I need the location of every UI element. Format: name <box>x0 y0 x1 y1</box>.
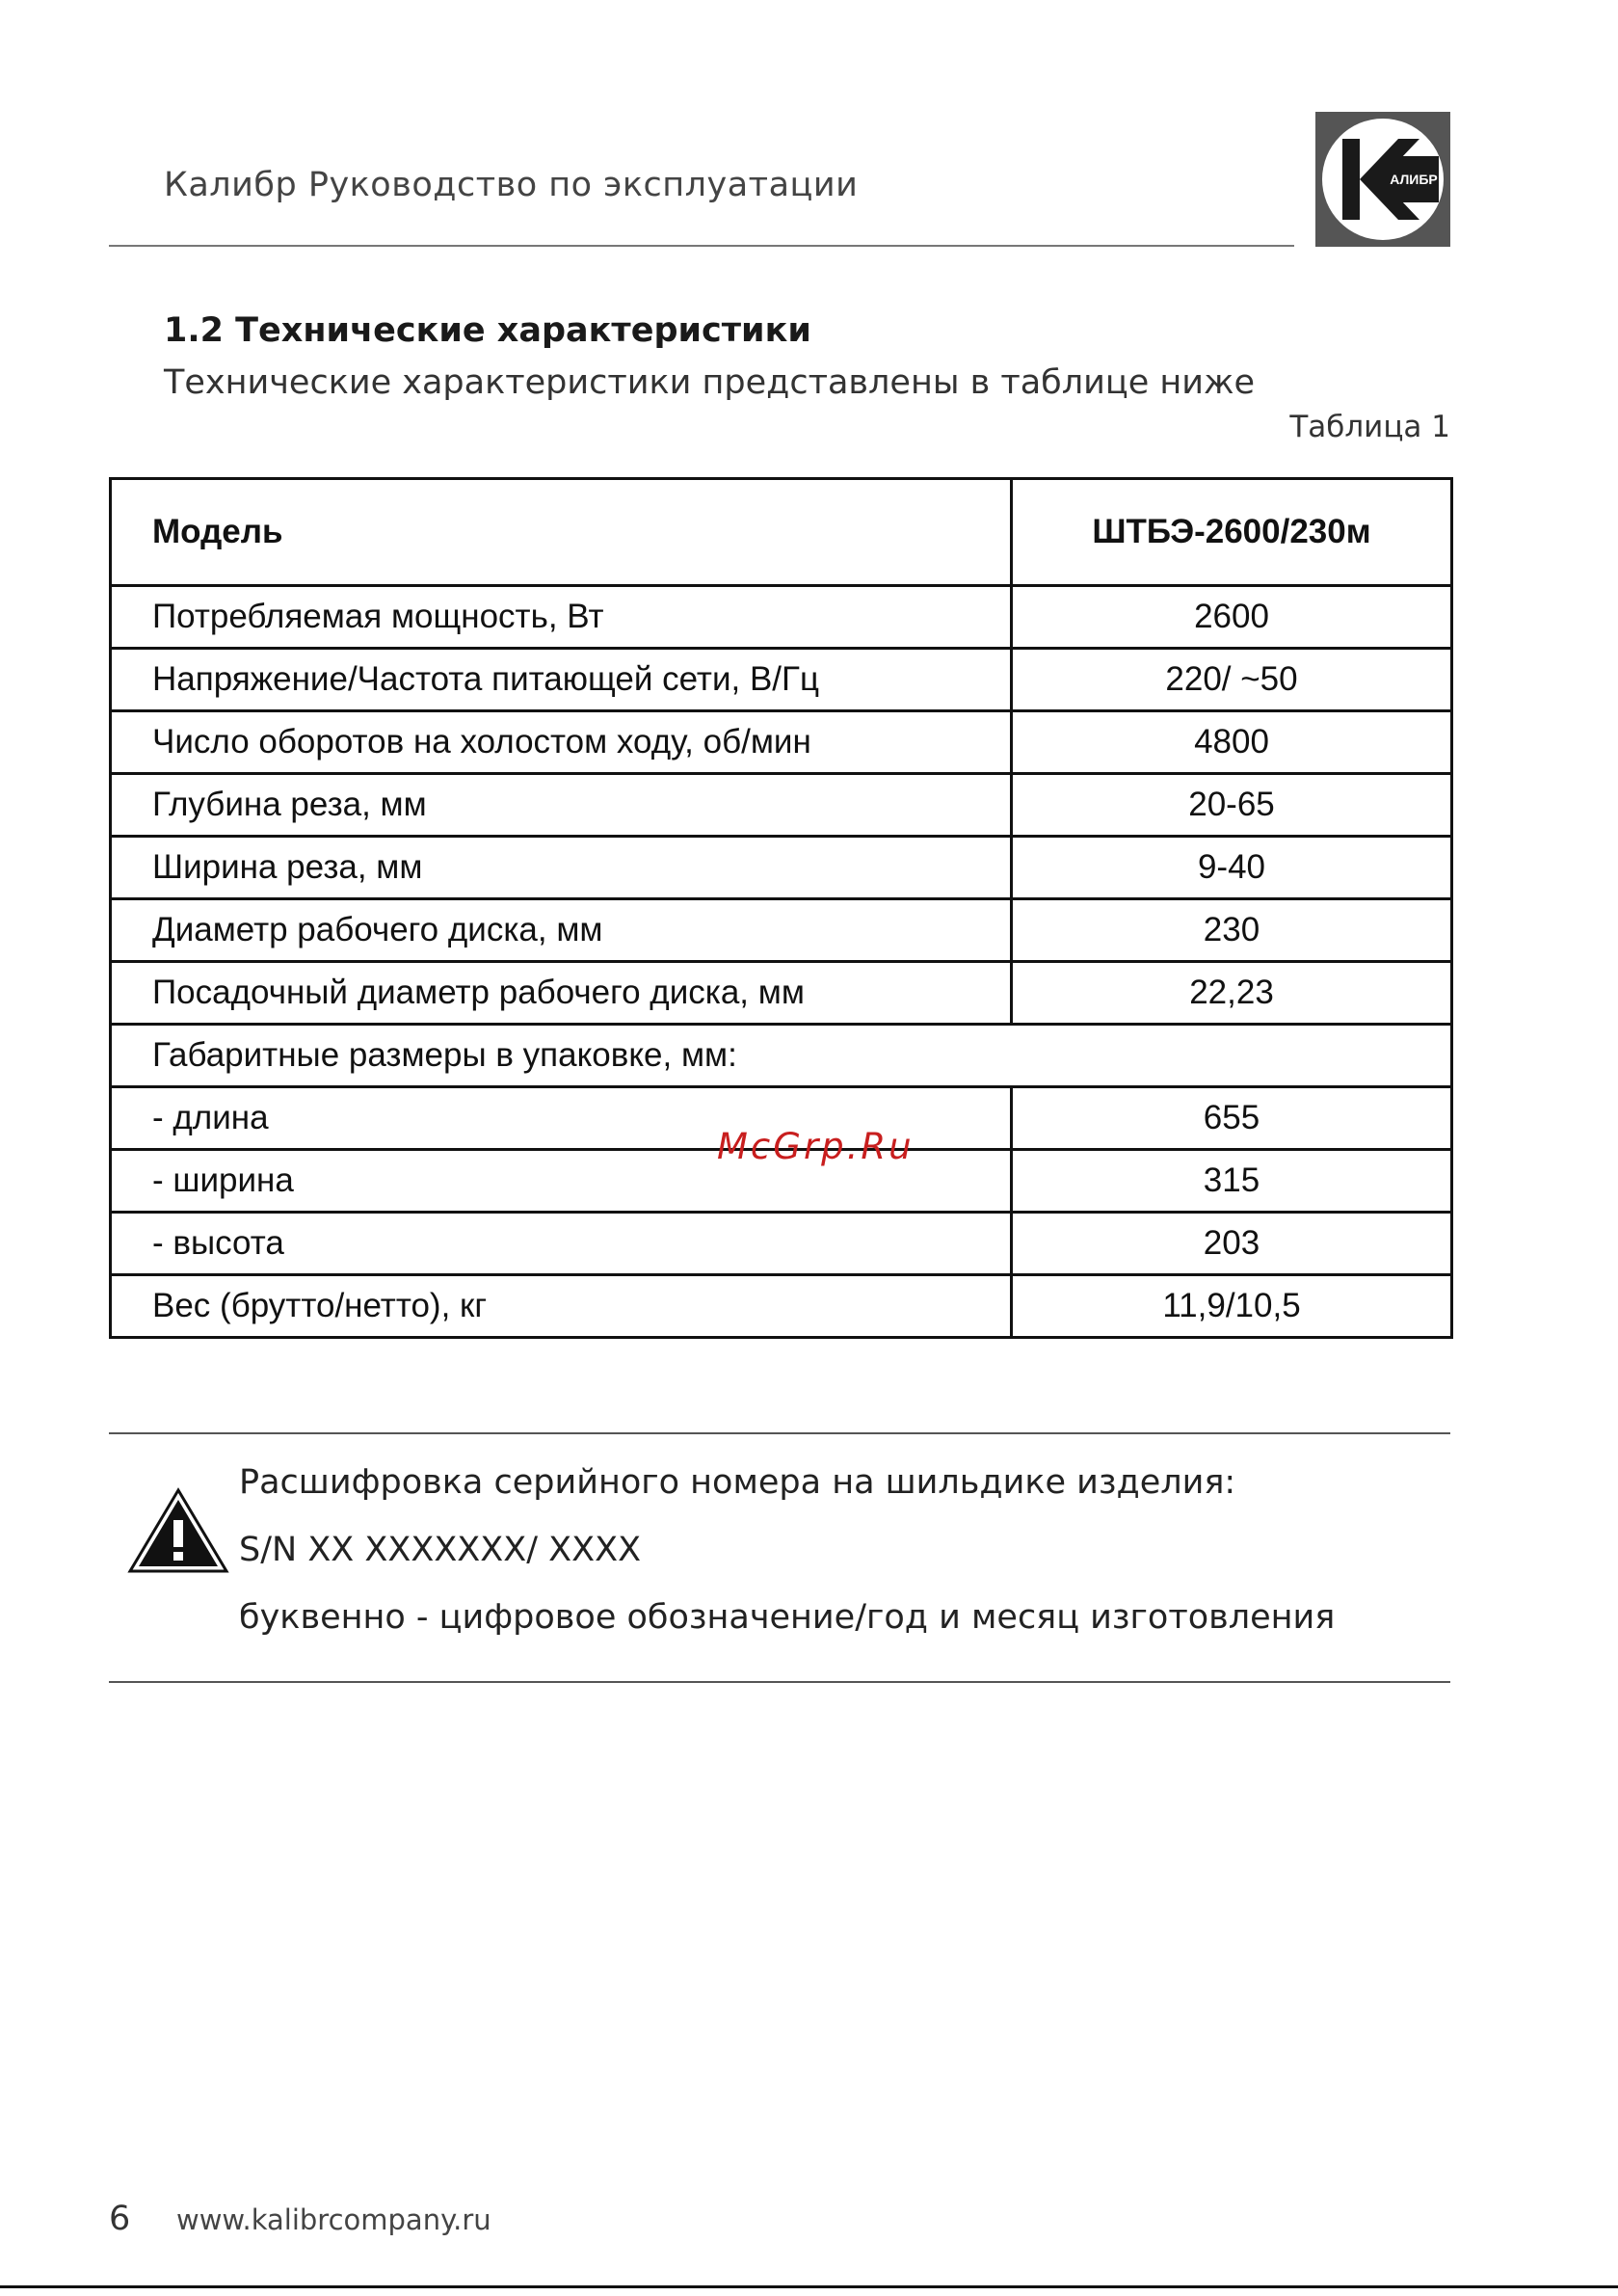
row-label: Потребляемая мощность, Вт <box>111 586 1012 649</box>
row-label: - длина <box>111 1087 1012 1150</box>
page-number: 6 <box>109 2200 131 2238</box>
row-value: 2600 <box>1012 586 1452 649</box>
row-value: 11,9/10,5 <box>1012 1275 1452 1338</box>
row-value: 4800 <box>1012 711 1452 774</box>
row-value: 655 <box>1012 1087 1452 1150</box>
table-row <box>111 711 1452 774</box>
row-value: 203 <box>1012 1213 1452 1275</box>
website-link[interactable]: www.kalibrcompany.ru <box>176 2203 491 2236</box>
warning-icon <box>127 1487 229 1574</box>
row-label: Диаметр рабочего диска, мм <box>111 899 1012 962</box>
row-label: Напряжение/Частота питающей сети, В/Гц <box>111 649 1012 711</box>
footer-divider <box>0 2285 1618 2288</box>
model-value: ШТБЭ-2600/230м <box>1012 479 1452 586</box>
row-value: 9-40 <box>1012 837 1452 899</box>
section-subtitle: Технические характеристики представлены в таблице ниже <box>164 363 1256 402</box>
table-row <box>111 774 1452 837</box>
table-row <box>111 649 1452 711</box>
dimensions-group-label: Габаритные размеры в упаковке, мм: <box>111 1025 1452 1087</box>
note-bottom-divider <box>109 1681 1450 1683</box>
note-top-divider <box>109 1432 1450 1434</box>
spec-table <box>109 477 1453 1339</box>
row-label: - ширина <box>111 1150 1012 1213</box>
row-label: Число оборотов на холостом ходу, об/мин <box>111 711 1012 774</box>
watermark: McGrp.Ru <box>717 1126 915 1167</box>
model-label: Модель <box>111 479 1012 586</box>
serial-format: S/N XX XXXXXXX/ XXXX <box>239 1531 642 1569</box>
table-group-row <box>111 1025 1452 1087</box>
row-label: Глубина реза, мм <box>111 774 1012 837</box>
table-header-row <box>111 479 1452 586</box>
section-title: 1.2 Технические характеристики <box>164 311 811 350</box>
serial-description: буквенно - цифровое обозначение/год и месяц изготовления <box>239 1598 1336 1637</box>
table-row <box>111 962 1452 1025</box>
row-value: 20-65 <box>1012 774 1452 837</box>
table-row <box>111 837 1452 899</box>
row-value: 230 <box>1012 899 1452 962</box>
row-label: - высота <box>111 1213 1012 1275</box>
table-row <box>111 899 1452 962</box>
header-title: Калибр Руководство по эксплуатации <box>164 166 859 204</box>
row-label: Ширина реза, мм <box>111 837 1012 899</box>
row-value: 22,23 <box>1012 962 1452 1025</box>
row-value: 220/ ~50 <box>1012 649 1452 711</box>
row-label: Посадочный диаметр рабочего диска, мм <box>111 962 1012 1025</box>
header-divider <box>109 245 1294 247</box>
row-label: Вес (брутто/нетто), кг <box>111 1275 1012 1338</box>
row-value: 315 <box>1012 1150 1452 1213</box>
table-row <box>111 586 1452 649</box>
logo-text: АЛИБР <box>1390 172 1438 187</box>
serial-note-title: Расшифровка серийного номера на шильдике изделия: <box>239 1463 1236 1502</box>
table-label: Таблица 1 <box>1289 410 1450 444</box>
table-row <box>111 1275 1452 1338</box>
kalibr-logo-icon <box>1315 112 1450 247</box>
table-row <box>111 1213 1452 1275</box>
